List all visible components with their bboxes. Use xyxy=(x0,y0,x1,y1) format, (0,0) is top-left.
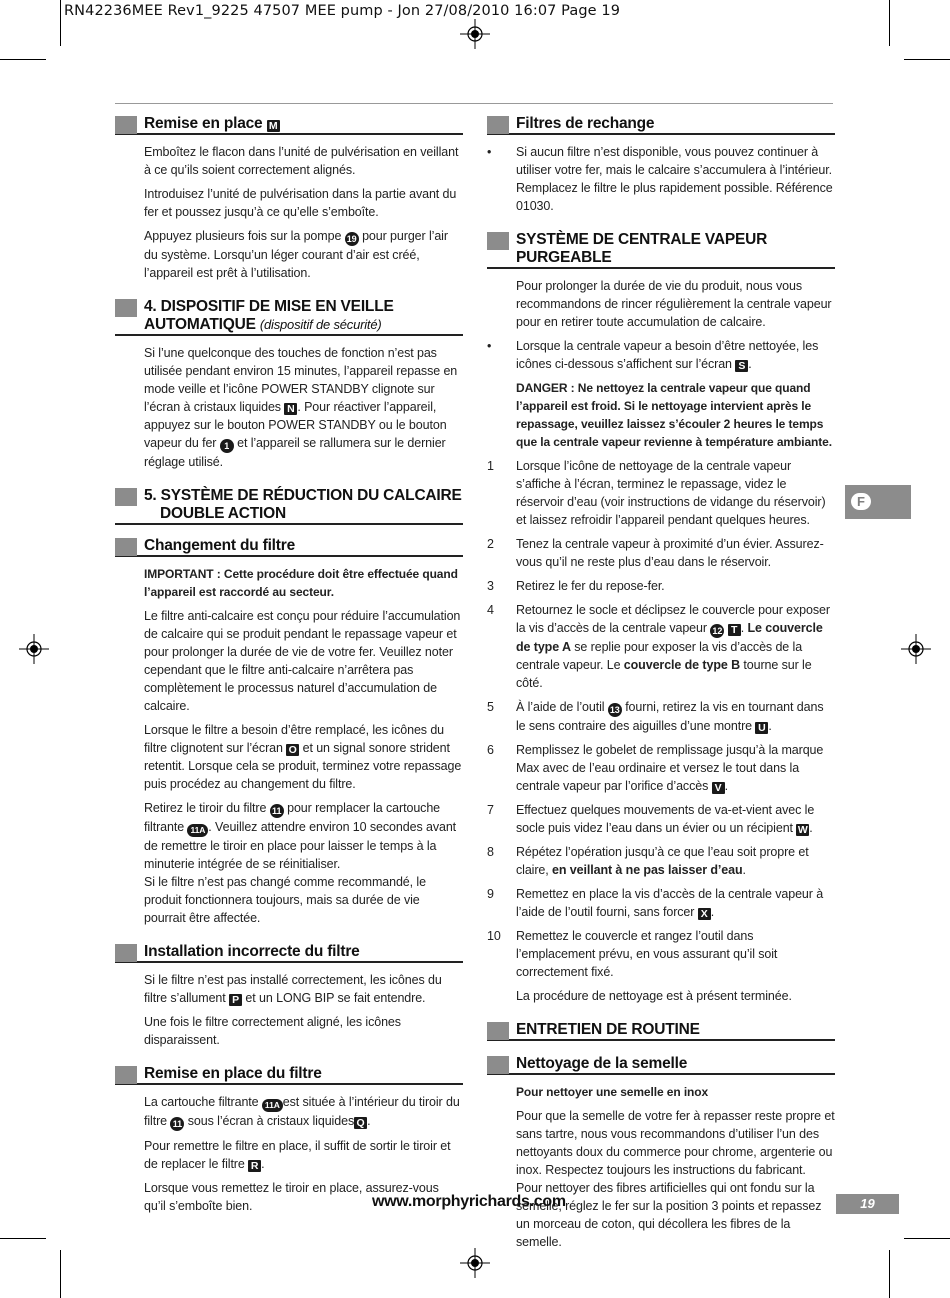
registration-mark-icon xyxy=(19,634,49,664)
paragraph: Le filtre anti-calcaire est conçu pour réduire l’accumulation de calcaire qui se produit pendant le repassage vapeur et pour prolonger la durée de vie de votre fer. Veuillez noter cependant que le filtre anti-calcaire n’arrêtera pas complètement le processus naturel d’accumulation de calcaire. xyxy=(144,609,461,713)
page-number: 19 xyxy=(836,1194,899,1214)
heading-mise-en-veille: 4. DISPOSITIF DE MISE EN VEILLE AUTOMATIQUE (dispositif de sécurité) xyxy=(115,298,463,336)
icon-o: O xyxy=(286,744,299,756)
right-column xyxy=(487,115,835,1257)
heading-remise-en-place: Remise en place M xyxy=(115,115,463,135)
important-note: IMPORTANT : Cette procédure doit être effectuée quand l’appareil est raccordé au secteur. xyxy=(144,567,458,599)
paragraph: La procédure de nettoyage est à présent terminée. xyxy=(516,989,792,1003)
step-item: 6 Remplissez le gobelet de remplissage jusqu’à la marque Max avec de l’eau ordinaire et versez le tout dans la centrale vapeur par l’orifice d’accès V . xyxy=(487,743,824,794)
paragraph: Lorsque le filtre a besoin d’être remplacé, les icônes du filtre clignotent sur l’écran O et un signal sonore strident retentit. Lorsque cela se produit, terminez votre repassage puis procédez au changement du filtre. xyxy=(144,723,462,791)
paragraph: Appuyez plusieurs fois sur la pompe 19 pour purger l’air du système. Lorsqu’un léger courant d’air est créé, l’appareil est prêt à l’utilisation. xyxy=(144,229,448,280)
heading-remise-en-place-filtre: Remise en place du filtre xyxy=(115,1065,463,1085)
paragraph: La cartouche filtrante 11A est située à l’intérieur du tiroir du filtre 11 sous l’écran à cristaux liquides Q . xyxy=(144,1095,460,1129)
heading-changement-filtre: Changement du filtre xyxy=(115,537,463,557)
part-11a-icon: 11A xyxy=(187,824,208,837)
step-item: 8 Répétez l’opération jusqu’à ce que l’eau soit propre et claire, en veillant à ne pas laisser d’eau. xyxy=(487,845,809,877)
registration-mark-icon xyxy=(901,634,931,664)
step-item: 2 Tenez la centrale vapeur à proximité d’un évier. Assurez-vous qu’il ne reste plus d’eau dans le réservoir. xyxy=(487,537,824,569)
heading-filtres-rechange: Filtres de rechange xyxy=(487,115,835,135)
paragraph: Si l’une quelconque des touches de fonction n’est pas utilisée pendant environ 15 minutes, l’appareil repasse en mode veille et l’icône POWER STANDBY clignote sur l’écran à cristaux liquides N . Pour réactiver l’appareil, appuyez sur le bouton POWER STANDBY ou le bouton vapeur du fer 1 et l’appareil se rallumera sur le dernier réglage utilisé. xyxy=(144,346,458,469)
heading-installation-incorrecte: Installation incorrecte du filtre xyxy=(115,943,463,963)
icon-w: W xyxy=(797,824,808,836)
paragraph: Si le filtre n’est pas changé comme recommandé, le produit fonctionnera toujours, mais sa durée de vie pourrait être affectée. xyxy=(144,875,426,925)
registration-mark-icon xyxy=(460,1248,490,1278)
icon-m: M xyxy=(267,120,280,132)
print-slug: RN42236MEE Rev1_9225 47507 MEE pump - Jon 27/08/2010 16:07 Page 19 xyxy=(64,3,621,19)
icon-r: R xyxy=(248,1160,261,1172)
part-12-icon: 12 xyxy=(710,624,724,638)
icon-t: T xyxy=(728,624,741,636)
icon-x: X xyxy=(698,908,711,920)
crop-mark xyxy=(60,0,61,46)
crop-mark xyxy=(60,1250,61,1298)
part-11-icon: 11 xyxy=(270,804,284,818)
crop-mark xyxy=(904,59,950,60)
part-1-icon: 1 xyxy=(220,439,234,453)
subheading: Pour nettoyer une semelle en inox xyxy=(516,1085,709,1099)
step-item: 9 Remettez en place la vis d’accès de la centrale vapeur à l’aide de l’outil fourni, sans forcer X . xyxy=(487,887,824,920)
step-item: 4 Retournez le socle et déclipsez le couvercle pour exposer la vis d’accès de la centrale vapeur 12 T . Le couvercle de type A se replie pour exposer la vis d’accès de la centrale vapeur. Le couvercle de type B tourne sur le côté. xyxy=(487,603,830,690)
left-column xyxy=(115,115,463,1221)
part-13-icon: 13 xyxy=(608,703,622,717)
step-item: 10 Remettez le couvercle et rangez l’outil dans l’emplacement prévu, en vous assurant qu’il soit correctement fixé. xyxy=(487,929,778,979)
crop-mark xyxy=(889,1250,890,1298)
paragraph: Emboîtez le flacon dans l’unité de pulvérisation en veillant à ce qu’ils soient correctement alignés. xyxy=(144,145,459,177)
icon-s: S xyxy=(735,360,748,372)
paragraph: Lorsque vous remettez le tiroir en place, assurez-vous qu’il s’emboîte bien. xyxy=(144,1181,439,1213)
heading-reduction-calcaire: 5. SYSTÈME DE RÉDUCTION DU CALCAIRE DOUBLE ACTION xyxy=(115,487,463,525)
step-item: 7 Effectuez quelques mouvements de va-et-vient avec le socle puis videz l’eau dans un évier ou un récipient W . xyxy=(487,803,815,836)
part-11-icon: 11 xyxy=(170,1117,184,1131)
part-11a-icon: 11A xyxy=(262,1099,283,1112)
crop-mark xyxy=(0,59,46,60)
icon-n: N xyxy=(284,403,297,415)
website-url: www.morphyrichards.com xyxy=(372,1193,566,1210)
crop-mark xyxy=(889,0,890,46)
heading-nettoyage-semelle: Nettoyage de la semelle xyxy=(487,1055,835,1075)
top-rule xyxy=(115,103,833,104)
danger-note: DANGER : Ne nettoyez la centrale vapeur que quand l’appareil est froid. Si le nettoyage intervient après le repassage, veuillez laissez s’écouler 2 heures le temps que la centrale vapeur revienne à température ambiante. xyxy=(516,381,832,449)
bullet-item: • Lorsque la centrale vapeur a besoin d’être nettoyée, les icônes ci-dessous s’affichent sur l’écran S . xyxy=(487,339,819,372)
paragraph: Pour prolonger la durée de vie du produit, nous vous recommandons de rincer régulièrement la centrale vapeur pour en retirer toute accumulation de calcaire. xyxy=(516,279,832,329)
crop-mark xyxy=(0,1238,46,1239)
crop-mark xyxy=(904,1238,950,1239)
icon-v: V xyxy=(712,782,725,794)
language-tab: F xyxy=(845,485,911,519)
heading-entretien: ENTRETIEN DE ROUTINE xyxy=(487,1021,835,1041)
icon-p: P xyxy=(229,994,242,1006)
paragraph: Retirez le tiroir du filtre 11 pour remplacer la cartouche filtrante 11A . Veuillez attendre environ 10 secondes avant de remettre le tiroir en place pour laisser le temps à la minuterie intégrée de se réinitialiser. xyxy=(144,801,457,871)
icon-u: U xyxy=(755,722,768,734)
icon-q: Q xyxy=(354,1117,367,1129)
registration-mark-icon xyxy=(460,19,490,49)
part-19-icon: 19 xyxy=(345,232,359,246)
step-item: 3 Retirez le fer du repose-fer. xyxy=(487,579,665,593)
step-item: 5 À l’aide de l’outil 13 fourni, retirez la vis en tournant dans le sens contraire des aiguilles d’une montre U . xyxy=(487,700,824,734)
heading-centrale-vapeur: SYSTÈME DE CENTRALE VAPEUR PURGEABLE xyxy=(487,231,835,269)
step-item: 1 Lorsque l’icône de nettoyage de la centrale vapeur s’affiche à l’écran, terminez le repassage, videz le réservoir d’eau (voir instructions de vidange du réservoir) et laissez refroidir l’appareil pendant quelques heures. xyxy=(487,459,826,527)
bullet-item: • Si aucun filtre n’est disponible, vous pouvez continuer à utiliser votre fer, mais le calcaire s’accumulera à l’intérieur. Remplacez le filtre le plus rapidement possible. Référence 01030. xyxy=(487,145,833,213)
paragraph: Si le filtre n’est pas installé correctement, les icônes du filtre s’allument P et un LONG BIP se fait entendre. xyxy=(144,973,442,1006)
paragraph: Pour que la semelle de votre fer à repasser reste propre et sans tartre, nous vous recommandons d’utiliser l’un des nettoyants doux du commerce pour chrome, argenterie ou inox. Respectez toujours les instructions du fabricant. Pour nettoyer des fibres artificielles qui ont fondu sur la semelle, réglez le fer sur la position 3 points et repassez un morceau de coton, qui décollera les fibres de la semelle. xyxy=(516,1109,835,1249)
paragraph: Une fois le filtre correctement aligné, les icônes disparaissent. xyxy=(144,1015,401,1047)
paragraph: Introduisez l’unité de pulvérisation dans la partie avant du fer et poussez jusqu’à ce qu’elle s’emboîte. xyxy=(144,187,457,219)
paragraph: Pour remettre le filtre en place, il suffit de sortir le tiroir et de replacer le filtre R . xyxy=(144,1139,451,1172)
